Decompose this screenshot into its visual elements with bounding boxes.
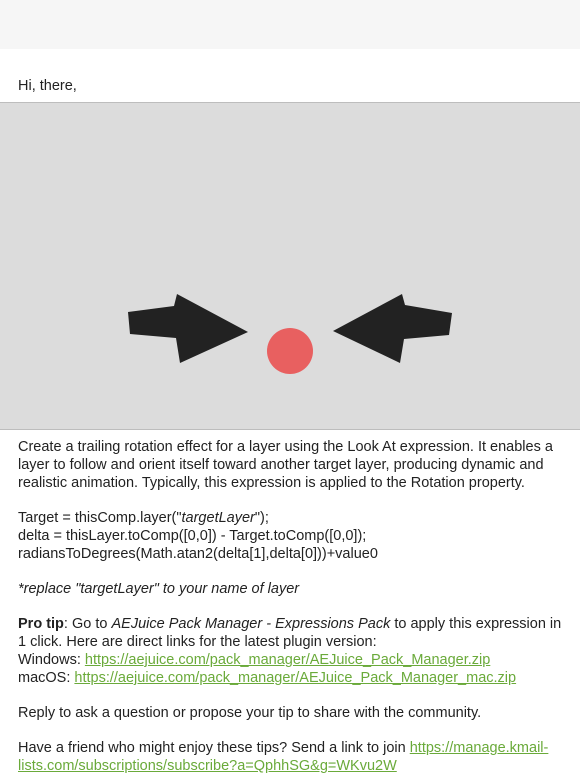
mac-download-link[interactable]: https://aejuice.com/pack_manager/AEJuice_Pack_Manager_mac.zip <box>74 670 517 686</box>
share-paragraph: Have a friend who might enjoy these tips? Send a link to join https://manage.kmail-lists.com/subscriptions/subscribe?a=QphhSG&g=WKvu2W <box>18 740 549 774</box>
code-line-2: delta = thisLayer.toComp([0,0]) - Target.toComp([0,0]); <box>18 528 367 544</box>
hero-image <box>0 102 580 430</box>
reply-paragraph: Reply to ask a question or propose your tip to share with the community. <box>18 705 482 721</box>
windows-download-link[interactable]: https://aejuice.com/pack_manager/AEJuice_Pack_Manager.zip <box>84 652 491 668</box>
email-header-bar <box>0 0 580 49</box>
look-at-illustration <box>0 103 580 429</box>
email-body <box>0 430 580 775</box>
code-block <box>18 509 562 563</box>
expressions-pack-name: AEJuice Pack Manager - Expressions Pack <box>111 616 391 632</box>
greeting-text: Hi, there, <box>18 78 77 94</box>
intro-paragraph: Create a trailing rotation effect for a layer using the Look At expression. It enables a layer to follow and orient itself toward another target layer, producing dynamic and realistic animation. Typically, this expression is applied to the Rotation property. <box>18 439 553 491</box>
arrow-right-icon <box>128 294 248 363</box>
code-line-1: Target = thisComp.layer("targetLayer"); <box>18 510 269 526</box>
target-dot <box>267 328 313 374</box>
pro-tip-paragraph: Pro tip: Go to AEJuice Pack Manager - Expressions Pack to apply this expression in 1 click. Here are direct links for the latest plugin version: Windows: https://aejuice.com/pack_manager/AEJuice_Pack_Manager.zip macOS: https://aejuice.com/pack_manager/AEJuice_Pack_Manager_mac.zip <box>18 616 562 686</box>
code-line-3: radiansToDegrees(Math.atan2(delta[1],delta[0]))+value0 <box>18 546 378 562</box>
subscribe-link[interactable]: https://manage.kmail-lists.com/subscriptions/subscribe?a=QphhSG&g=WKvu2W <box>18 740 549 774</box>
arrow-left-icon <box>333 294 452 363</box>
replace-note: *replace "targetLayer" to your name of layer <box>18 581 300 597</box>
pro-tip-label: Pro tip <box>18 616 64 632</box>
